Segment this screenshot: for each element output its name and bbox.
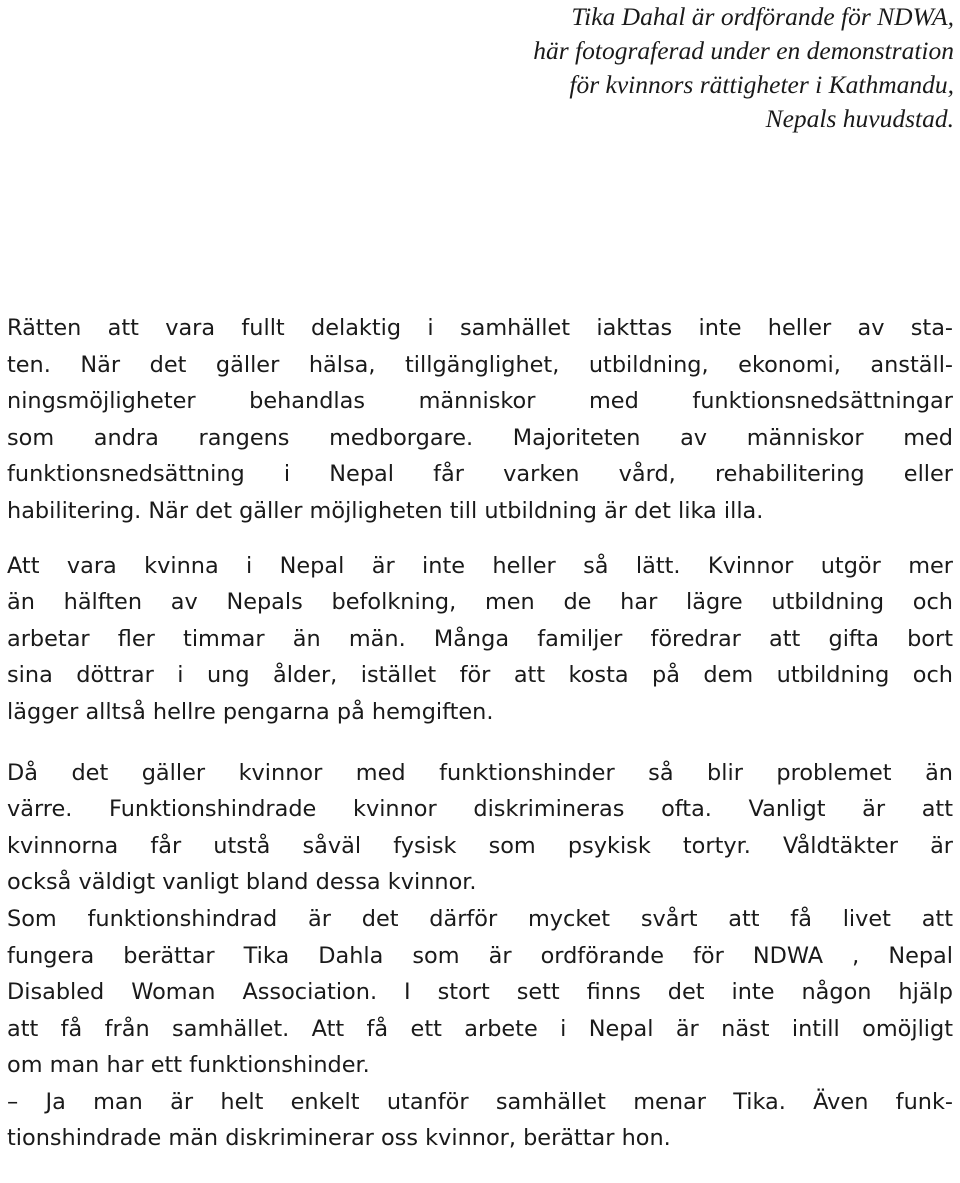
text-line: tionshindrade män diskriminerar oss kvinnor, berättar hon. [7, 1125, 671, 1152]
text-line: ningsmöjligheter behandlas människor med funktionsnedsättningar [7, 388, 953, 415]
text-line: värre. Funktionshindrade kvinnor diskrimineras ofta. Vanligt är att [7, 796, 953, 823]
text-line: Rätten att vara fullt delaktig i samhället iakttas inte heller av sta- [7, 315, 953, 341]
paragraph-3 [7, 755, 953, 1158]
text-line: om man har ett funktionshinder. [7, 1052, 370, 1079]
text-line: Att vara kvinna i Nepal är inte heller så lätt. Kvinnor utgör mer [7, 552, 953, 579]
text-line: också väldigt vanligt bland dessa kvinnor. [7, 869, 477, 896]
caption-line: Tika Dahal är ordförande för NDWA, [571, 2, 954, 31]
paragraph-1 [7, 310, 953, 530]
text-line: fungera berättar Tika Dahla som är ordförande för NDWA , Nepal [7, 942, 953, 969]
text-line: Som funktionshindrad är det därför mycket svårt att få livet att [7, 905, 953, 932]
text-line: ten. När det gäller hälsa, tillgänglighet, utbildning, ekonomi, anställ- [7, 351, 953, 378]
text-line: att få från samhället. Att få ett arbete i Nepal är näst intill omöjligt [7, 1015, 953, 1042]
article-body [7, 310, 953, 1157]
text-line: Då det gäller kvinnor med funktionshinder så blir problemet än [7, 759, 953, 786]
text-line: sina döttrar i ung ålder, istället för att kosta på dem utbildning och [7, 662, 953, 689]
paragraph-2 [7, 548, 953, 731]
caption-line: för kvinnors rättigheter i Kathmandu, [569, 70, 954, 99]
caption-line: Nepals huvudstad. [765, 104, 954, 133]
text-line: Disabled Woman Association. I stort sett finns det inte någon hjälp [7, 979, 953, 1006]
photo-caption [434, 0, 954, 136]
text-line: kvinnorna får utstå såväl fysisk som psykisk tortyr. Våldtäkter är [7, 832, 953, 859]
text-line: än hälften av Nepals befolkning, men de har lägre utbildning och [7, 589, 953, 616]
text-line: habilitering. När det gäller möjligheten till utbildning är det lika illa. [7, 497, 764, 524]
caption-line: här fotograferad under en demonstration [533, 36, 954, 65]
text-line: lägger alltså hellre pengarna på hemgiften. [7, 698, 494, 725]
text-line: – Ja man är helt enkelt utanför samhället menar Tika. Även funk- [7, 1088, 953, 1115]
text-line: funktionsnedsättning i Nepal får varken vård, rehabilitering eller [7, 461, 953, 488]
text-line: som andra rangens medborgare. Majoriteten av människor med [7, 424, 953, 451]
text-line: arbetar fler timmar än män. Många familjer föredrar att gifta bort [7, 625, 953, 652]
